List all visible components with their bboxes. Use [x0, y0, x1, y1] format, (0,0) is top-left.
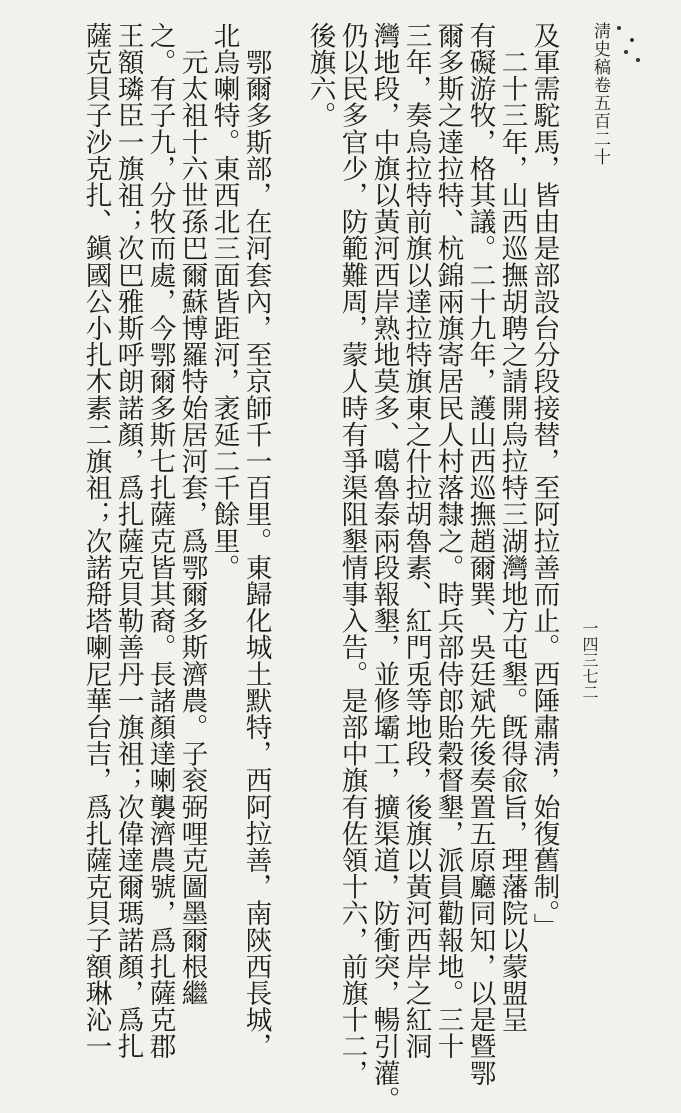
book-title: 淸史稿卷五百二十 — [590, 22, 610, 166]
page-number: 一四三七二 — [580, 620, 599, 700]
text-column-12: 元太祖十六世孫巴爾蘇博羅特始居河套，爲鄂爾多斯濟農。子衮弼哩克圖墨爾根繼 — [176, 22, 208, 1007]
text-column-14: 王額璘臣一旗祖；次巴雅斯呼朗諾顏，爲扎薩克貝勒善丹一旗祖；次偉達爾瑪諾顏，爲扎 — [112, 22, 144, 1060]
scan-speck — [636, 58, 640, 62]
text-column-5: 三年，奏烏拉特前旗以達拉特旗東之什拉胡魯素、紅門兎等地段，後旗以黃河西岸之紅洞 — [400, 22, 432, 1060]
text-column-10: 鄂爾多斯部，在河套內，至京師千一百里。東歸化城土默特，西阿拉善，南陝西長城， — [240, 22, 272, 1060]
scan-speck — [617, 26, 621, 30]
scan-speck — [630, 38, 634, 42]
text-column-2: 二十三年，山西巡撫胡聘之請開烏拉特三湖灣地方屯墾。旣得兪旨，理藩院以蒙盟呈 — [496, 22, 528, 1033]
text-column-11: 北烏喇特。東西北三面皆距河，袤延二千餘里。 — [208, 22, 240, 581]
text-column-8: 後旗六。 — [304, 22, 336, 129]
text-column-4: 爾多斯之達拉特、杭錦兩旗寄居民人村落隸之。時兵部侍郎貽穀督墾，派員勸報地。三十 — [432, 22, 464, 1060]
text-column-7: 仍以民多官少，防範難周，蒙人時有爭渠阻墾情事入告。是部中旗有佐領十六，前旗十二， — [336, 22, 368, 1086]
text-column-3: 有礙游牧，格其議。二十九年，護山西巡撫趙爾巽、吳廷斌先後奏置五原廳同知，以是暨鄂 — [464, 22, 496, 1086]
text-column-6: 灣地段，中旗以黃河西岸熟地莫多、噶魯泰兩段報墾，並修壩工，擴渠道，防衝突，暢引灌。 — [368, 22, 400, 1113]
text-column-13: 之。有子九，分牧而處，今鄂爾多斯七扎薩克皆其裔。長諸顏達喇襲濟農號，爲扎薩克郡 — [144, 22, 176, 1060]
scan-speck — [624, 50, 628, 54]
text-column-15: 薩克貝子沙克扎、鎭國公小扎木素二旗祖；次諾搿塔喇尼華台吉，爲扎薩克貝子額琳沁一 — [80, 22, 112, 1060]
text-column-1: 及軍需駝馬，皆由是部設台分段接替，至阿拉善而止。西陲肅淸，始復舊制。」 — [528, 22, 560, 940]
